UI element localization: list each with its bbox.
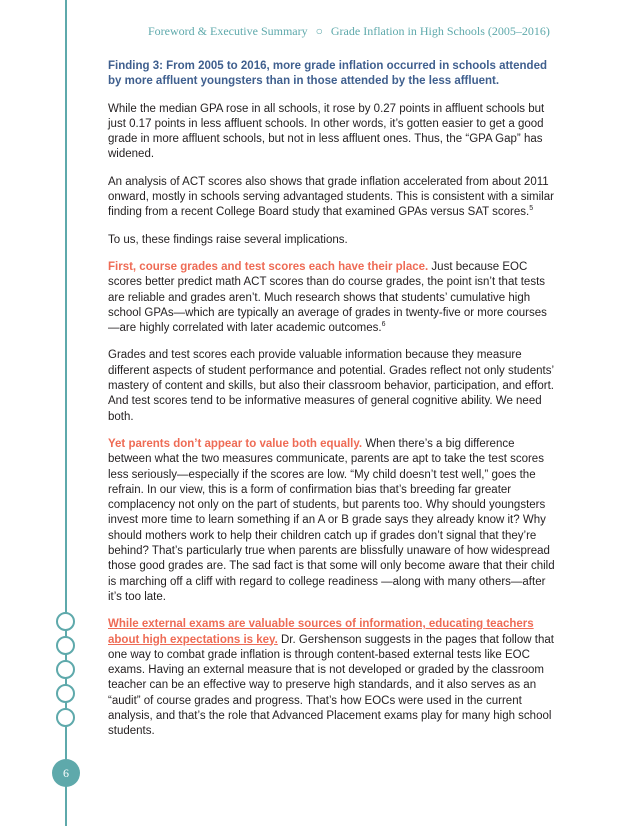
- header-report-title: Grade Inflation in High Schools (2005–2016): [330, 24, 550, 38]
- header-separator: ○: [315, 24, 323, 38]
- finding-paragraph: To us, these findings raise several implications.: [108, 233, 348, 246]
- finding-heading: Finding 3: From 2005 to 2016, more grade inflation occurred in schools attended by more affluent youngsters than in those attended by the less affluent.: [108, 60, 548, 88]
- header-section-title: Foreword & Executive Summary: [148, 24, 308, 38]
- timeline-circle: [56, 708, 75, 727]
- implication-paragraph: [108, 437, 558, 605]
- finding-paragraph: While the median GPA rose in all schools, it rose by 0.27 points in affluent schools but just 0.17 points in less affluent schools. In other words, it’s gotten easier to get a good grade in more affluent schools, but not in less affluent ones. Thus, the “GPA Gap” has widened.: [108, 102, 545, 161]
- paragraph-text: Just because EOC scores better predict math ACT scores than do course grades, the point isn’t that tests are reliable and grades aren’t. Much research shows that students’ cumulative high school GPAs—which are typically an average of grades in twenty-five or more courses—are highly correlated with later academic outcomes.: [108, 260, 547, 335]
- paragraph-text: Dr. Gershenson suggests in the pages that follow that one way to combat grade inflation is through content-based external tests like EOC exams. Having an external measure that is not developed or graded by the classroom teacher can be an effective way to preserve high standards, and it also serves as an “audit” of course grades and progress. That’s how EOCs were used in the current analysis, and that’s the role that Advanced Placement exams play for many high school students.: [108, 633, 554, 738]
- page-body: [108, 59, 558, 752]
- footnote-ref: 6: [381, 321, 386, 329]
- footnote-ref: 5: [529, 205, 534, 213]
- timeline-circle: [56, 612, 75, 631]
- timeline-circle: [56, 684, 75, 703]
- paragraph-text: An analysis of ACT scores also shows that grade inflation accelerated from about 2011 onward, mostly in schools serving advantaged students. This is consistent with a similar finding from a recent College Board study that examined GPAs versus SAT scores.: [108, 175, 554, 219]
- running-header: [148, 24, 568, 39]
- page-number: 6: [52, 759, 80, 787]
- timeline-circle: [56, 636, 75, 655]
- implication-paragraph: [108, 260, 558, 336]
- paragraph-text: When there’s a big difference between what the two measures communicate, parents are apt to take the test scores less seriously—especially if the scores are low. “My child doesn’t test well,” goes the refrain. In our view, this is a form of confirmation bias that’s breeding far greater complacency not only on the part of students, but parents too. Why should youngsters invest more time to learn something if an A or B grade says they already know it? Why should mothers work to help their children catch up if grades don’t signal that they’re behind? That’s particularly true when parents are blissfully unaware of how widespread those good grades are. The sad fact is that some will only become aware that their child is marching off a cliff with regard to college readiness —along with many others—after it’s too late.: [108, 437, 555, 603]
- finding-paragraph: [108, 175, 558, 221]
- implication-lead: First, course grades and test scores each have their place.: [108, 260, 429, 273]
- implication-lead: While external exams are valuable sources of information, educating teachers about high expectations is key.: [108, 618, 534, 646]
- body-paragraph: Grades and test scores each provide valuable information because they measure different aspects of student performance and potential. Grades reflect not only students’ mastery of content and skills, but also their classroom behavior, participation, and effort. And test scores tend to be informative measures of general cognitive ability. We need both.: [108, 349, 554, 423]
- implication-lead: Yet parents don’t appear to value both equally.: [108, 437, 363, 450]
- implication-paragraph: [108, 617, 558, 739]
- timeline-circle: [56, 660, 75, 679]
